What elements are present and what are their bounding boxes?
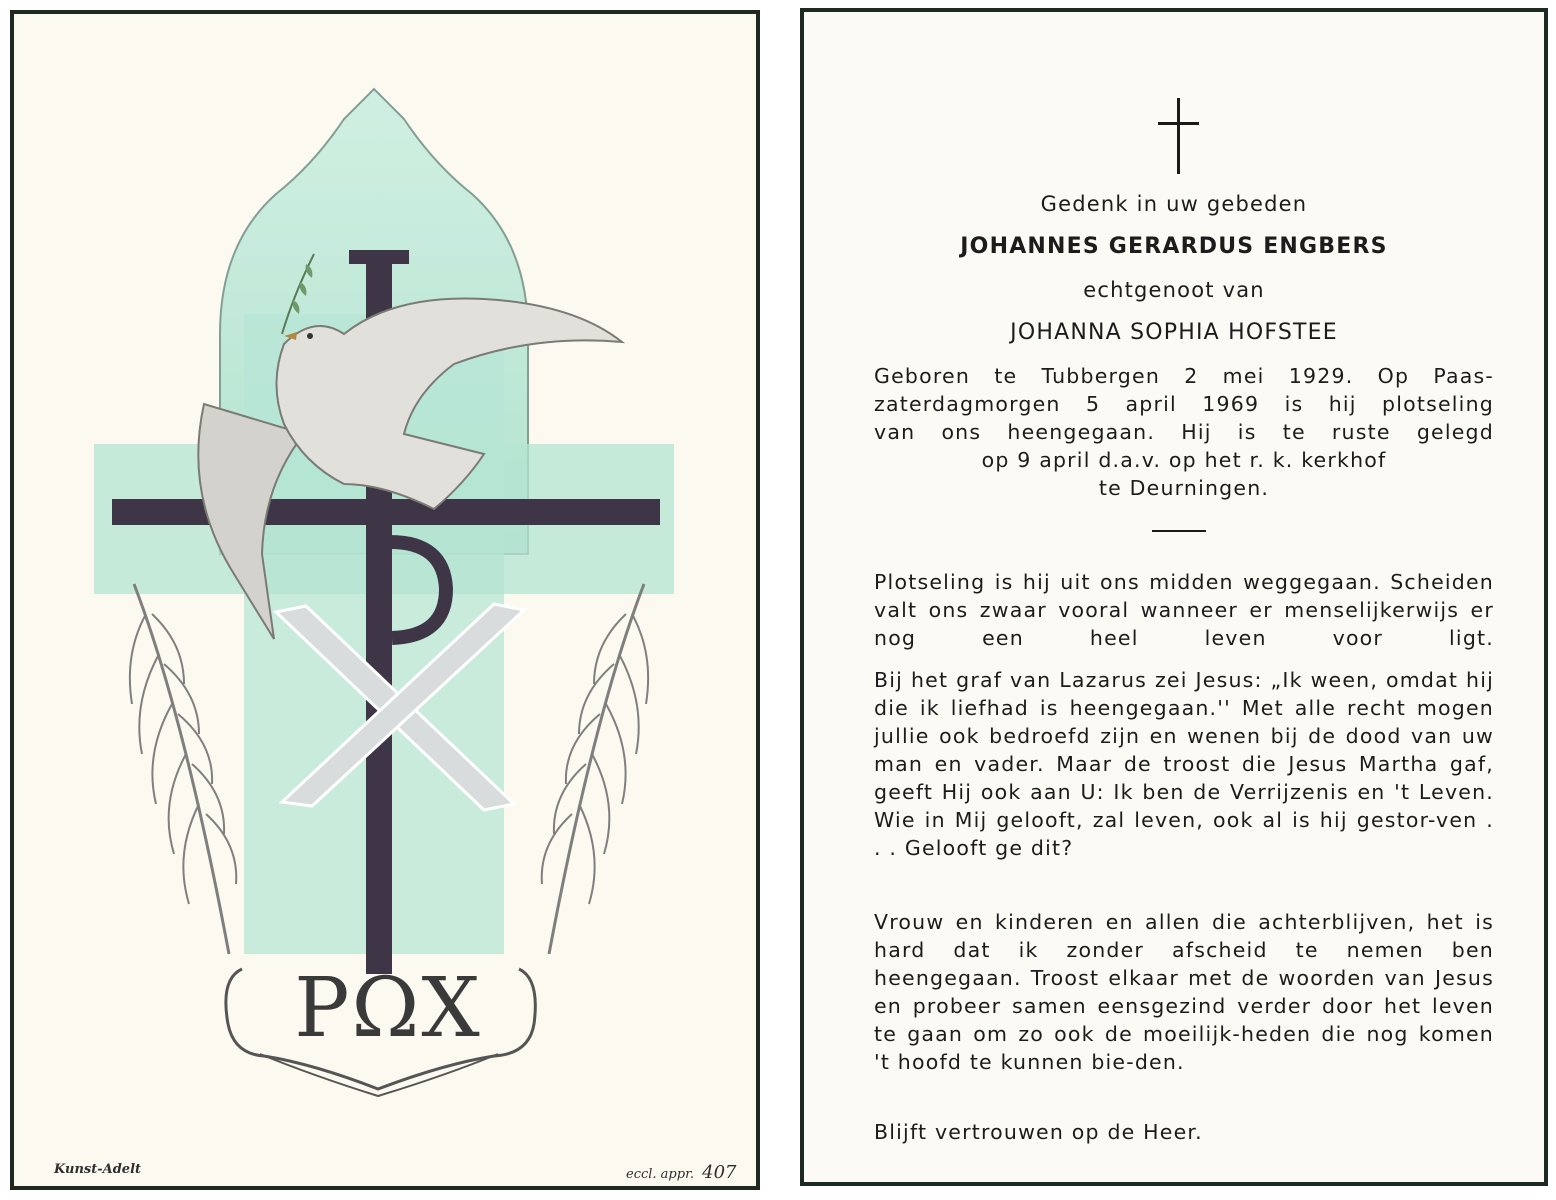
publisher-credit: Kunst-Adelt (54, 1162, 142, 1177)
bio-line: te Deurningen. (1098, 476, 1270, 500)
divider-rule (1152, 530, 1206, 532)
right-palm-frond (542, 584, 648, 954)
paragraph-1: Plotseling is hij uit ons midden weggegaan. Scheiden valt ons zwaar vooral wanneer er menselijkerwijs er nog een heel leven voor ligt. (874, 570, 1494, 650)
left-palm-frond (130, 584, 236, 954)
memorial-heading: Gedenk in uw gebeden (1040, 192, 1308, 216)
deceased-name: JOHANNES GERARDUS ENGBERS (960, 234, 1388, 259)
bio-line: Geboren te Tubbergen 2 mei 1929. Op Paas- (874, 364, 1494, 388)
card-front (10, 10, 760, 1190)
spouse-name: JOHANNA SOPHIA HOFSTEE (1010, 320, 1338, 345)
bio-line: van ons heengegaan. Hij is te ruste gelegd (874, 420, 1494, 444)
cross-icon-bar (1158, 122, 1199, 125)
paragraph-3: Vrouw en kinderen en allen die achterblijven, het is hard dat ik zonder afscheid te nemen ben heengegaan. Troost elkaar met de woorden van Jesus en probeer samen eensgezind verder door het leven te gaan om zo ook de moeilijk-heden die nog komen 't hoofd te kunnen bie-den. (874, 910, 1494, 1074)
ecclesiastical-approval (626, 1162, 737, 1183)
approval-number: 407 (702, 1162, 737, 1183)
paragraph-2: Bij het graf van Lazarus zei Jesus: „Ik ween, omdat hij die ik liefhad is heengegaan.'' Met alle recht mogen jullie ook bedroefd zijn en wenen bij de dood van uw man en vader. Maar de troost die Jesus Martha gaf, geeft Hij ook aan U: Ik ben de Verrijzenis en 't Leven. Wie in Mij gelooft, zal leven, ook al is hij gestor-ven . . . Gelooft ge dit? (874, 668, 1494, 860)
cross-top-cap (349, 250, 409, 264)
bio-line: op 9 april d.a.v. op het r. k. kerkhof (981, 448, 1387, 472)
motto-pax: PΩX (294, 961, 482, 1056)
approval-label: eccl. appr. (626, 1167, 694, 1182)
cross-icon (1177, 98, 1180, 174)
cross-horizontal-beam (112, 499, 660, 525)
bio-line: zaterdagmorgen 5 april 1969 is hij plotseling (874, 392, 1494, 416)
relation-text: echtgenoot van (1083, 278, 1265, 302)
closing-line: Blijft vertrouwen op de Heer. (874, 1120, 1203, 1144)
card-back (800, 8, 1548, 1186)
